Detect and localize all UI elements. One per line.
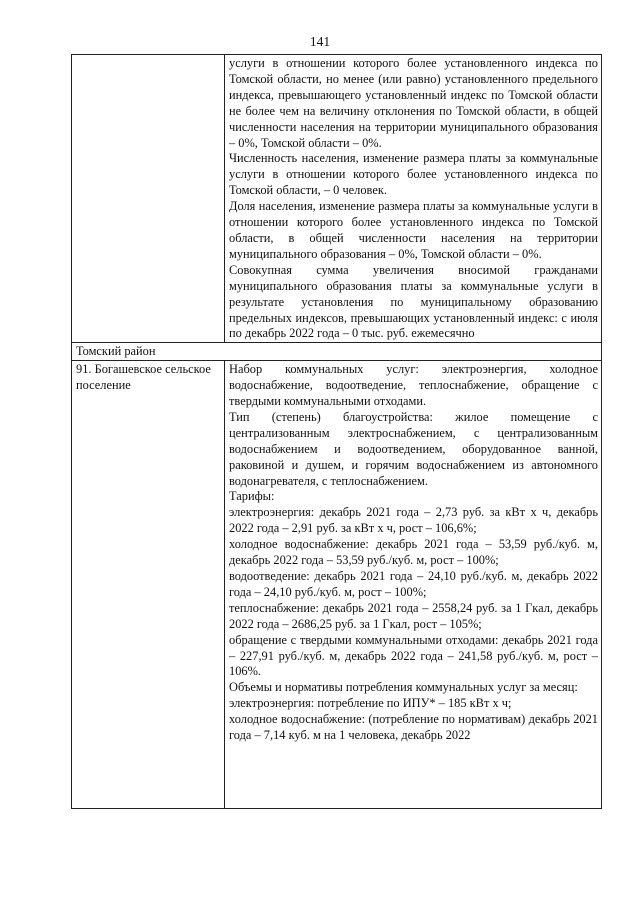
paragraph: Тип (степень) благоустройства: жилое помещение с централизованным электроснабжением, с централизованным водоснабжением и водоотведением, оборудованное ванной, раковиной и душем, и горячим водоснабжением из автономного водонагревателя, с теплоснабжением. xyxy=(229,409,598,488)
tariff-table xyxy=(71,54,602,809)
paragraph: холодное водоснабжение: (потребление по нормативам) декабрь 2021 года – 7,14 куб. м на 1 человека, декабрь 2022 xyxy=(229,712,598,743)
table-row xyxy=(72,55,602,343)
paragraph: Набор коммунальных услуг: электроэнергия, холодное водоснабжение, водоотведение, теплоснабжение, обращение с твердыми коммунальными отходами. xyxy=(229,362,598,409)
paragraph: услуги в отношении которого более установленного индекса по Томской области, но менее (или равно) установленного предельного индекса, превышающего установленный индекс по Томской области не более чем на величину отклонения по Томской области, в общей численности населения на территории муниципального образования – 0%, Томской области – 0%. xyxy=(229,56,598,150)
paragraph: Объемы и нормативы потребления коммунальных услуг за месяц: xyxy=(229,680,578,695)
paragraph: Тарифы: xyxy=(229,489,275,504)
district-header: Томский район xyxy=(72,343,602,361)
paragraph: электроэнергия: декабрь 2021 года – 2,73 руб. за кВт х ч, декабрь 2022 года – 2,91 руб. за кВт х ч, рост – 106,6%; xyxy=(229,505,598,536)
description-cell xyxy=(225,361,602,809)
table-row xyxy=(72,361,602,809)
paragraph: Совокупная сумма увеличения вносимой гражданами муниципального образования платы за коммунальные услуги в результате установления по муниципальному образованию предельных индексов, превышающих установленный индекс: с июля по декабрь 2022 года – 0 тыс. руб. ежемесячно xyxy=(229,262,598,341)
settlement-cell xyxy=(72,361,225,809)
paragraph: Доля населения, изменение размера платы за коммунальные услуги в отношении которого более установленного индекса по Томской области, в общей численности населения на территории муниципального образования – 0%, Томской области – 0%. xyxy=(229,199,598,261)
page-number: 141 xyxy=(309,34,331,49)
paragraph: холодное водоснабжение: декабрь 2021 года – 53,59 руб./куб. м, декабрь 2022 года – 53,59 руб./куб. м, рост – 100%; xyxy=(229,537,598,568)
paragraph: электроэнергия: потребление по ИПУ* – 185 кВт х ч; xyxy=(229,696,512,711)
paragraph: теплоснабжение: декабрь 2021 года – 2558,24 руб. за 1 Гкал, декабрь 2022 года – 2686,25 руб. за 1 Гкал, рост – 105%; xyxy=(229,600,598,631)
paragraph: водоотведение: декабрь 2021 года – 24,10 руб./куб. м, декабрь 2022 года – 24,10 руб./куб. м, рост – 100%; xyxy=(229,569,598,599)
paragraph: обращение с твердыми коммунальными отходами: декабрь 2021 года – 227,91 руб./куб. м, декабрь 2022 года – 241,58 руб./куб. м, рост – 106%. xyxy=(229,632,598,679)
settlement-name: 91. Богашевское сельское поселение xyxy=(76,362,211,393)
paragraph: Численность населения, изменение размера платы за коммунальные услуги в отношении которого более установленного индекса по Томской области, – 0 человек. xyxy=(229,151,598,198)
description-cell xyxy=(225,55,602,343)
district-header-row xyxy=(72,343,602,361)
settlement-cell xyxy=(72,55,225,343)
